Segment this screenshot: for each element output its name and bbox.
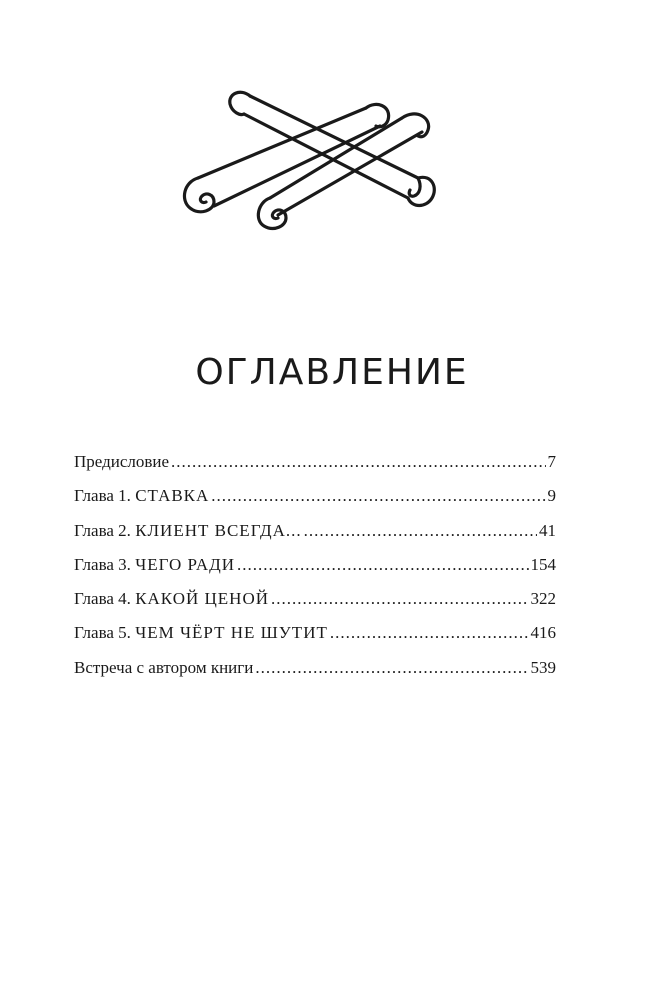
toc-entry-label [74, 623, 328, 643]
toc-entry-page: 322 [530, 589, 556, 609]
dot-leader [271, 589, 528, 609]
toc-entry-page: 41 [539, 520, 556, 540]
dot-leader [237, 555, 529, 575]
dot-leader [255, 658, 528, 678]
toc-entry-author-meeting[interactable] [74, 658, 556, 692]
toc-entry-label [74, 521, 302, 541]
toc-entry-prefix: Глава 1. [74, 486, 136, 506]
toc-entry-prefix: Глава 2. [74, 520, 136, 540]
page-title: ОГЛАВЛЕНИЕ [195, 352, 469, 393]
toc-entry-chapter-1[interactable] [74, 486, 556, 520]
toc-entry-page: 7 [547, 452, 556, 471]
toc-entry-label [74, 658, 253, 678]
toc-entry-prefix: Глава 3. [74, 554, 136, 574]
toc-entry-page: 154 [530, 554, 556, 574]
toc-entry-label [74, 452, 169, 472]
toc-entry-label [74, 555, 235, 575]
toc-entry-name: ЧЕГО РАДИ [135, 554, 235, 574]
toc-entry-name: Предисловие [74, 452, 170, 471]
toc-entry-page: 416 [530, 623, 556, 643]
dot-leader [211, 486, 545, 506]
toc-entry-prefix: Глава 4. [74, 589, 136, 609]
toc-entry-chapter-5[interactable] [74, 623, 556, 657]
dot-leader [171, 452, 545, 472]
toc-entry-page: 539 [530, 657, 556, 677]
toc-entry-chapter-3[interactable] [74, 555, 556, 589]
toc-entry-preface[interactable] [74, 452, 556, 486]
toc-entry-chapter-4[interactable] [74, 589, 556, 623]
toc-entry-name: КЛИЕНТ ВСЕГДА... [135, 520, 302, 540]
toc-entry-name: СТАВКА [135, 486, 210, 506]
toc-entry-name: КАКОЙ ЦЕНОЙ [135, 589, 270, 609]
dot-leader [304, 521, 537, 541]
table-of-contents [74, 452, 556, 692]
toc-entry-name: ЧЕМ ЧЁРТ НЕ ШУТИТ [135, 623, 328, 643]
toc-entry-name: Встреча с автором книги [74, 657, 254, 677]
cinnamon-sticks-illustration [170, 70, 460, 240]
cinnamon-sticks-icon [170, 70, 460, 240]
dot-leader [330, 623, 529, 643]
toc-entry-chapter-2[interactable] [74, 521, 556, 555]
toc-entry-page: 9 [547, 486, 556, 506]
toc-entry-label [74, 486, 209, 506]
toc-entry-prefix: Глава 5. [74, 623, 136, 643]
toc-entry-label [74, 589, 269, 609]
